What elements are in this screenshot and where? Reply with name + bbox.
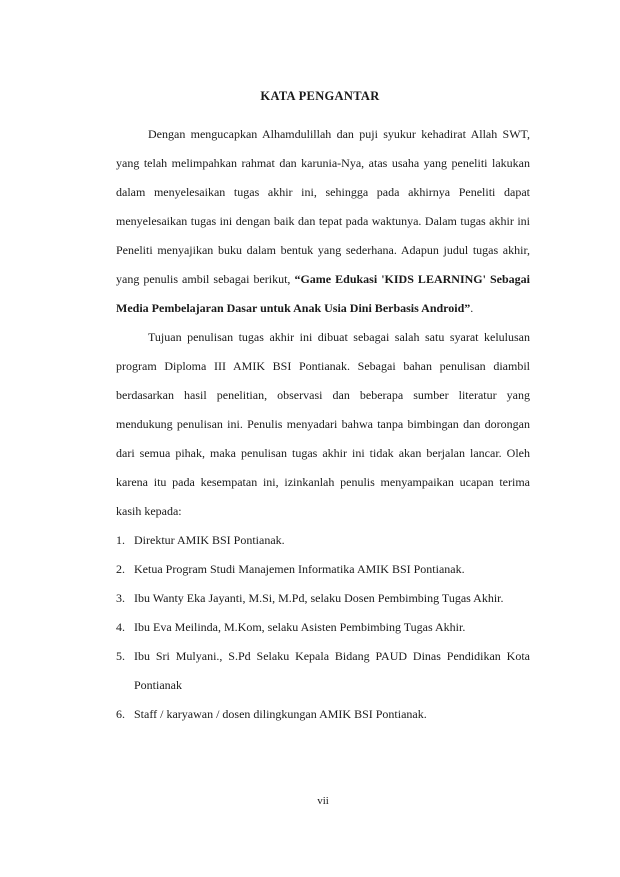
- list-item-number: 1.: [116, 533, 125, 547]
- list-item-number: 3.: [116, 591, 125, 605]
- list-item-text: Direktur AMIK BSI Pontianak.: [134, 533, 285, 547]
- list-item: [116, 613, 530, 642]
- acknowledgement-list: [116, 526, 530, 729]
- list-item-number: 5.: [116, 649, 125, 663]
- list-item: [116, 642, 530, 700]
- page-title: KATA PENGANTAR: [260, 89, 380, 103]
- list-item-number: 6.: [116, 707, 125, 721]
- page-number: vii: [317, 795, 329, 807]
- list-item-text: Ketua Program Studi Manajemen Informatika AMIK BSI Pontianak.: [134, 562, 465, 576]
- list-item-text: Ibu Eva Meilinda, M.Kom, selaku Asisten Pembimbing Tugas Akhir.: [134, 620, 466, 634]
- paragraph-intro-end: .: [470, 301, 474, 315]
- paragraph-intro-text: Dengan mengucapkan Alhamdulillah dan puji syukur kehadirat Allah SWT, yang telah melimpahkan rahmat dan karunia-Nya, atas usaha yang peneliti lakukan dalam menyelesaikan tugas akhir ini, sehingga pada akhirnya Peneliti dapat menyelesaikan tugas ini dengan baik dan tepat pada waktunya. Dalam tugas akhir ini Peneliti menyajikan buku dalam bentuk yang sederhana. Adapun judul tugas akhir, yang penulis ambil sebagai berikut,: [116, 127, 530, 286]
- list-item-number: 4.: [116, 620, 125, 634]
- thesis-title: “Game Edukasi 'KIDS LEARNING' Sebagai Media Pembelajaran Dasar untuk Anak Usia Dini Berbasis Android”: [116, 272, 530, 315]
- list-item: [116, 700, 530, 729]
- list-item: [116, 584, 530, 613]
- list-item-text: Ibu Wanty Eka Jayanti, M.Si, M.Pd, selaku Dosen Pembimbing Tugas Akhir.: [134, 591, 504, 605]
- document-body: [116, 120, 530, 729]
- list-item-number: 2.: [116, 562, 125, 576]
- list-item: [116, 526, 530, 555]
- list-item-text: Staff / karyawan / dosen dilingkungan AMIK BSI Pontianak.: [134, 707, 427, 721]
- list-item: [116, 555, 530, 584]
- paragraph-purpose: Tujuan penulisan tugas akhir ini dibuat sebagai salah satu syarat kelulusan program Diploma III AMIK BSI Pontianak. Sebagai bahan penulisan diambil berdasarkan hasil penelitian, observasi dan beberapa sumber literatur yang mendukung penulisan ini. Penulis menyadari bahwa tanpa bimbingan dan dorongan dari semua pihak, maka penulisan tugas akhir ini tidak akan berjalan lancar. Oleh karena itu pada kesempatan ini, izinkanlah penulis menyampaikan ucapan terima kasih kepada:: [116, 330, 530, 518]
- list-item-text: Ibu Sri Mulyani., S.Pd Selaku Kepala Bidang PAUD Dinas Pendidikan Kota Pontianak: [134, 649, 530, 692]
- paragraph-intro: [116, 120, 530, 323]
